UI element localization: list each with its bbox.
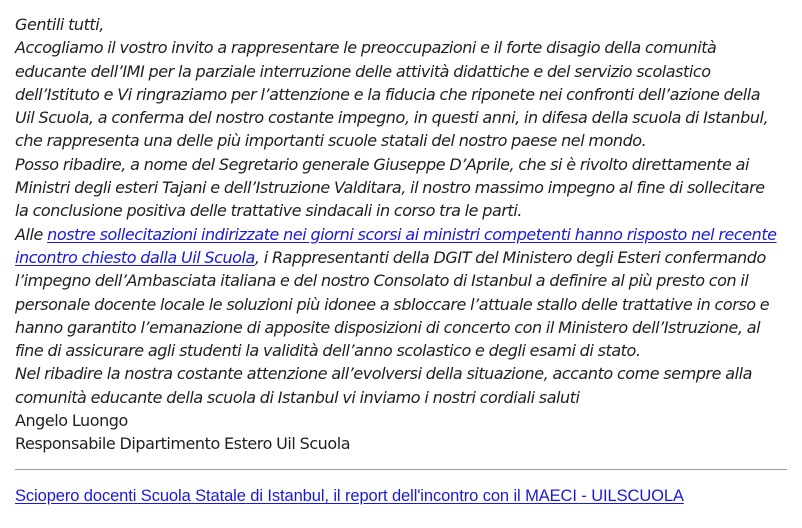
inline-article-link-continued[interactable]: incontro chiesto dalla Uil Scuola	[15, 247, 255, 267]
paragraph-3-line: hanno garantito l’emanazione di apposite disposizioni di concerto con il Ministero dell’Istruzione, al	[15, 317, 761, 337]
greeting: Gentili tutti,	[15, 15, 104, 34]
paragraph-2-line: Ministri degli esteri Tajani e dell’Istruzione Valditara, il nostro massimo impegno al fine di sollecitare	[15, 178, 765, 198]
paragraph-1-line: dell’Istituto e Vi ringraziamo per l’attenzione e la fiducia che riponete nei confronti dell’azione della	[15, 84, 761, 104]
signature-name: Angelo Luongo	[15, 411, 128, 431]
letter-body	[15, 13, 795, 456]
paragraph-1-line: educante dell’IMI per la parziale interruzione delle attività didattiche e del servizio scolastico	[15, 61, 711, 81]
paragraph-4-line: Nel ribadire la nostra costante attenzione all’evolversi della situazione, accanto come sempre alla	[15, 364, 752, 384]
paragraph-3-line: fine di assicurare agli studenti la validità dell’anno scolastico e degli esami di stato.	[15, 341, 641, 361]
signature-role: Responsabile Dipartimento Estero Uil Scuola	[15, 434, 351, 454]
paragraph-3-line	[15, 223, 795, 246]
inline-article-link[interactable]: nostre sollecitazioni indirizzate nei giorni scorsi ai ministri competenti hanno risposto nel recente	[47, 224, 777, 244]
paragraph-1-line: Uil Scuola, a conferma del nostro costante impegno, in questi anni, in difesa della scuola di Istanbul,	[15, 108, 769, 128]
paragraph-3-prefix: Alle	[15, 224, 48, 244]
paragraph-1-line: Accogliamo il vostro invito a rappresentare le preoccupazioni e il forte disagio della comunità	[15, 38, 717, 58]
paragraph-3-after-link: , i Rappresentanti della DGIT del Ministero degli Esteri confermando	[254, 247, 766, 267]
paragraph-2-line: Posso ribadire, a nome del Segretario generale Giuseppe D’Aprile, che si è rivolto direttamente ai	[15, 154, 749, 174]
paragraph-1-line: che rappresenta una delle più importanti scuole statali del nostro paese nel mondo.	[15, 131, 647, 151]
paragraph-3-line	[15, 246, 795, 269]
paragraph-3-line: l’impegno dell’Ambasciata italiana e del nostro Consolato di Istanbul a definire al più presto con il	[15, 271, 749, 291]
paragraph-2-line: la conclusione positiva delle trattative sindacali in corso tra le parti.	[15, 201, 522, 221]
paragraph-3-line: personale docente locale le soluzioni più idonee a sbloccare l’attuale stallo delle trattative in corso e	[15, 294, 770, 314]
footer-article-link[interactable]: Sciopero docenti Scuola Statale di Istanbul, il report dell'incontro con il MAECI - UILSCUOLA	[15, 487, 684, 505]
horizontal-divider	[15, 469, 787, 470]
paragraph-4-line: comunità educante della scuola di Istanbul vi inviamo i nostri cordiali saluti	[15, 387, 580, 407]
